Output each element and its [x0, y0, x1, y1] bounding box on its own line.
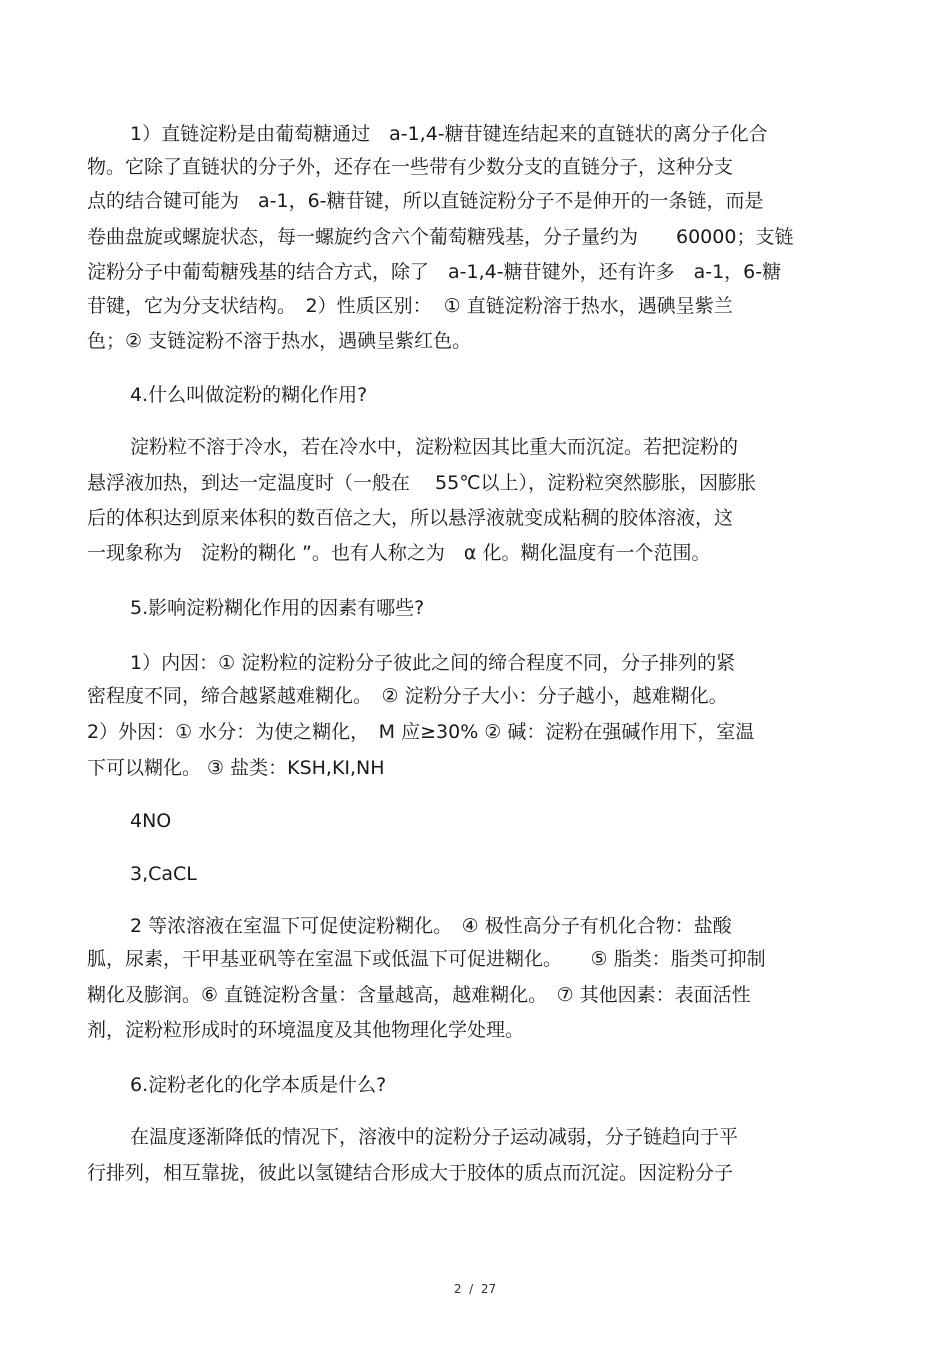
para2-line1: 淀粉粒不溶于冷水，若在冷水中，淀粉粒因其比重大而沉淀。若把淀粉的	[130, 436, 739, 458]
para1-line7: 色；② 支链淀粉不溶于热水，遇碘呈紫红色。	[87, 330, 472, 352]
para2-line4: 一现象称为 淀粉的糊化 ”。也有人称之为 α 化。糊化温度有一个范围。	[87, 542, 711, 564]
question-6-heading: 6.淀粉老化的化学本质是什么?	[130, 1074, 387, 1096]
formula-fragment-2: 3,CaCL	[130, 863, 197, 885]
para4-line4: 剂，淀粉粒形成时的环境温度及其他物理化学处理。	[87, 1019, 525, 1041]
question-5-heading: 5.影响淀粉糊化作用的因素有哪些?	[130, 597, 425, 619]
para3-line2: 密程度不同，缔合越紧越难糊化。 ② 淀粉分子大小：分子越小，越难糊化。	[87, 685, 728, 707]
para1-line1: 1）直链淀粉是由葡萄糖通过 a-1,4-糖苷键连结起来的直链状的离分子化合	[130, 123, 768, 145]
para5-line1: 在温度逐渐降低的情况下，溶液中的淀粉分子运动减弱，分子链趋向于平	[130, 1126, 739, 1148]
para3-line3: 2）外因：① 水分：为使之糊化， M 应≥30% ② 碱：淀粉在强碱作用下，室温	[87, 721, 755, 743]
question-4-heading: 4.什么叫做淀粉的糊化作用?	[130, 384, 368, 406]
para4-line3: 糊化及膨润。⑥ 直链淀粉含量：含量越高，越难糊化。 ⑦ 其他因素：表面活性	[87, 984, 751, 1006]
para5-line2: 行排列，相互靠拢，彼此以氢键结合形成大于胶体的质点而沉淀。因淀粉分子	[87, 1162, 734, 1184]
para4-line2: 胍，尿素，干甲基亚矾等在室温下或低温下可促进糊化。 ⑤ 脂类：脂类可抑制	[87, 948, 766, 970]
page-indicator: 2 / 27	[453, 1282, 497, 1296]
para1-line5: 淀粉分子中葡萄糖残基的结合方式，除了 a-1,4-糖苷键外，还有许多 a-1，6-糖	[87, 261, 782, 283]
para2-line3: 后的体积达到原来体积的数百倍之大，所以悬浮液就变成粘稠的胶体溶液，这	[87, 507, 734, 529]
para1-line3: 点的结合键可能为 a-1，6-糖苷键，所以直链淀粉分子不是伸开的一条链，而是	[87, 190, 764, 212]
para2-line2: 悬浮液加热，到达一定温度时（一般在 55℃以上），淀粉粒突然膨胀，因膨胀	[87, 472, 757, 494]
formula-fragment-1: 4NO	[130, 810, 172, 832]
para3-line1: 1）内因：① 淀粉粒的淀粉分子彼此之间的缔合程度不同，分子排列的紧	[130, 652, 736, 674]
para1-line2: 物。它除了直链状的分子外，还存在一些带有少数分支的直链分子，这种分支	[87, 156, 734, 178]
para1-line6: 苷键，它为分支状结构。 2）性质区别： ① 直链淀粉溶于热水，遇碘呈紫兰	[87, 295, 733, 317]
para1-line4: 卷曲盘旋或螺旋状态，每一螺旋约含六个葡萄糖残基，分子量约为 60000；支链	[87, 226, 794, 248]
para4-line1: 2 等浓溶液在室温下可促使淀粉糊化。 ④ 极性高分子有机化合物：盐酸	[130, 915, 732, 937]
para3-line4: 下可以糊化。 ③ 盐类：KSH,KI,NH	[87, 757, 385, 779]
